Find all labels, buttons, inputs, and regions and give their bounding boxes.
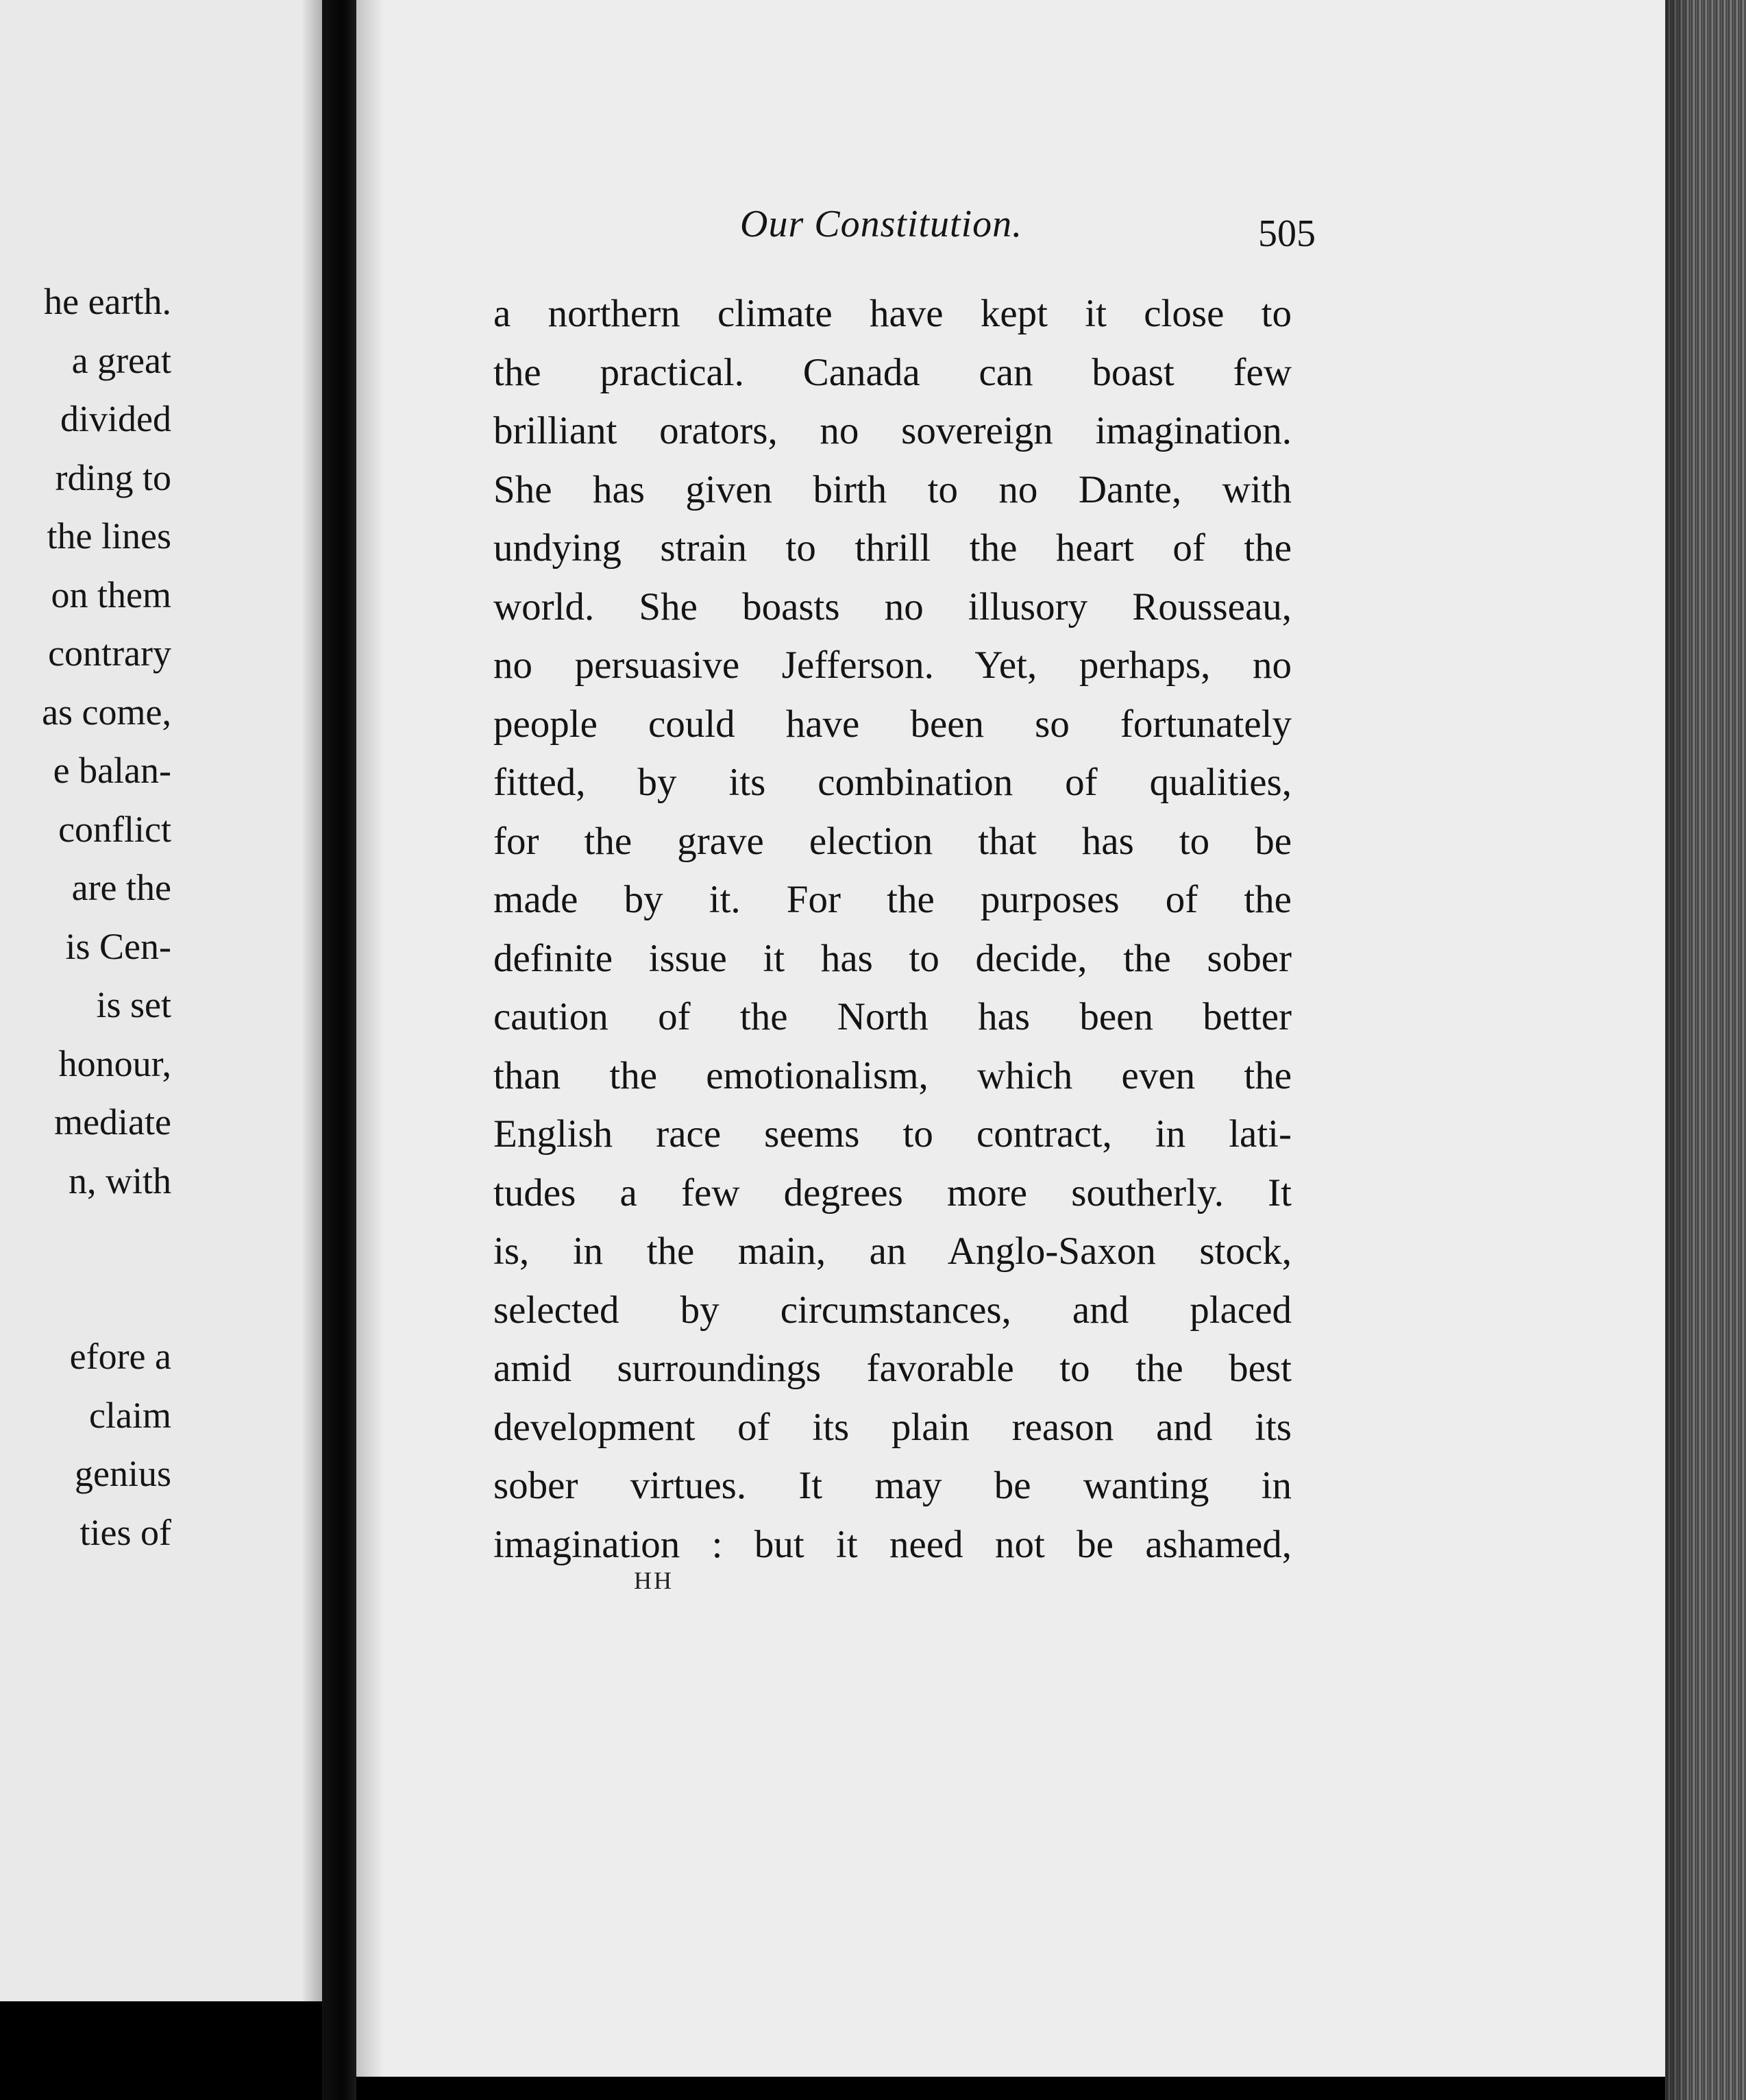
left-page-text: [0, 273, 171, 1562]
text-line: fitted, by its combination of qualities,: [493, 761, 1292, 804]
left-line: conflict: [58, 808, 171, 850]
text-line: tudes a few degrees more southerly. It: [493, 1171, 1292, 1214]
page-edge-shadow: [302, 0, 322, 2001]
page-inner-shadow: [356, 0, 384, 2077]
left-line: honour,: [58, 1042, 171, 1084]
text-line: than the emotionalism, which even the: [493, 1053, 1292, 1097]
text-line: world. She boasts no illusory Rousseau,: [493, 585, 1292, 628]
signature-mark: HH: [634, 1567, 674, 1594]
text-line: for the grave election that has to be: [493, 819, 1292, 863]
left-line: contrary: [48, 633, 171, 674]
left-line: he earth.: [44, 281, 171, 322]
text-line: a northern climate have kept it close to: [493, 292, 1292, 335]
paragraph-gap: [0, 1210, 171, 1328]
text-line: sober virtues. It may be wanting in: [493, 1464, 1292, 1507]
left-line: divided: [60, 398, 171, 439]
text-line: imagination : but it need not be ashamed,: [493, 1522, 1292, 1566]
left-line: e balan-: [53, 750, 171, 791]
text-line: English race seems to contract, in lati-: [493, 1112, 1292, 1156]
text-line: undying strain to thrill the heart of the: [493, 526, 1292, 570]
left-line: claim: [89, 1394, 171, 1436]
left-line: ties of: [79, 1511, 171, 1553]
body-text: [493, 284, 1292, 1574]
text-line: the practical. Canada can boast few: [493, 350, 1292, 394]
text-line: development of its plain reason and its: [493, 1405, 1292, 1449]
text-line: She has given birth to no Dante, with: [493, 467, 1292, 511]
left-line: genius: [75, 1453, 171, 1494]
running-head: [384, 202, 1316, 264]
left-line: the lines: [47, 515, 171, 557]
page-number: 505: [1258, 212, 1316, 255]
left-line: mediate: [54, 1101, 171, 1143]
text-line: brilliant orators, no sovereign imagination.: [493, 409, 1292, 452]
left-line: efore a: [69, 1336, 171, 1377]
left-line: on them: [51, 574, 171, 615]
left-page: [0, 0, 325, 2001]
left-line: is Cen-: [65, 925, 171, 967]
text-line: amid surroundings favorable to the best: [493, 1347, 1292, 1390]
left-line: rding to: [55, 456, 171, 498]
text-line: made by it. For the purposes of the: [493, 878, 1292, 921]
fore-edge-shade: [1665, 0, 1693, 2100]
book-gutter: [322, 0, 356, 2100]
text-line: is, in the main, an Anglo-Saxon stock,: [493, 1230, 1292, 1273]
text-line: definite issue it has to decide, the sober: [493, 936, 1292, 980]
left-line: is set: [96, 984, 171, 1025]
left-line: n, with: [68, 1160, 171, 1201]
text-line: people could have been so fortunately: [493, 702, 1292, 746]
left-line: are the: [71, 867, 171, 908]
running-title: Our Constitution.: [740, 203, 1023, 245]
left-line: as come,: [42, 691, 171, 733]
text-line: no persuasive Jefferson. Yet, perhaps, no: [493, 644, 1292, 687]
text-line: selected by circumstances, and placed: [493, 1288, 1292, 1332]
text-line: caution of the North has been better: [493, 995, 1292, 1038]
left-line: a great: [71, 339, 171, 381]
